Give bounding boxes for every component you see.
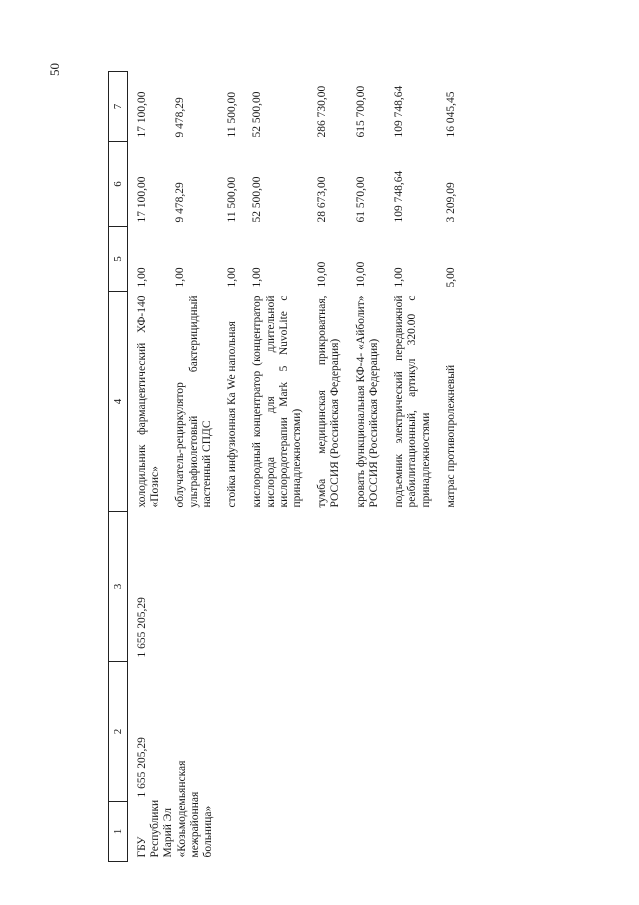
item-sum: 16 045,45 [444, 91, 457, 138]
org-amount-col2: 1 655 205,29 [136, 737, 148, 798]
item-quantity: 1,00 [174, 267, 187, 288]
item-quantity: 5,00 [444, 267, 457, 288]
item-quantity: 10,00 [354, 261, 367, 288]
item-price: 3 209,09 [444, 182, 457, 223]
table-header-row [109, 72, 128, 862]
item-quantity: 1,00 [393, 267, 406, 288]
item-sum: 109 748,64 [393, 85, 406, 138]
item-description: холодильник фармацевтический ХФ-140 «Позис» [136, 295, 162, 508]
organization-name: ГБУ Республики Марий Эл «Козьмодемьянская межрайонная больница» [136, 760, 215, 858]
column-header-3: 3 [109, 512, 128, 662]
item-description: кровать функциональная КФ-4- «Айболит» РОССИЯ (Российская Федерация) [354, 295, 380, 508]
item-price: 11 500,00 [226, 176, 239, 223]
org-amount-col3: 1 655 205,29 [136, 597, 148, 658]
item-price: 109 748,64 [393, 170, 406, 223]
item-description: стойка инфузионная Ка We напольная [226, 321, 239, 508]
item-description: тумба медицинская прикроватная, РОССИЯ (Российская Федерация) [316, 295, 342, 508]
column-header-4: 4 [109, 292, 128, 512]
item-sum: 9 478,29 [174, 97, 187, 138]
rotated-table-sheet [108, 72, 620, 862]
item-description: облучатель-рециркулятор ультрафиолетовый бактерицидный настенный СПДС [174, 295, 213, 508]
column-header-5: 5 [109, 227, 128, 292]
item-description: матрас противопролежневый [444, 364, 457, 508]
item-price: 61 570,00 [354, 176, 367, 223]
item-sum: 52 500,00 [251, 91, 264, 138]
item-quantity: 1,00 [251, 267, 264, 288]
item-sum: 11 500,00 [226, 91, 239, 138]
item-description: кислородный концентратор (концентратор кислорода для длительной кислородотерапии Mark 5 NuvoLite с принадлежностями) [251, 295, 303, 508]
table-row [128, 72, 171, 862]
budget-table [108, 71, 466, 862]
column-header-2: 2 [109, 662, 128, 802]
column-header-6: 6 [109, 142, 128, 227]
item-quantity: 1,00 [136, 267, 148, 288]
item-quantity: 1,00 [226, 267, 239, 288]
column-header-7: 7 [109, 72, 128, 142]
item-price: 28 673,00 [316, 176, 329, 223]
item-sum: 17 100,00 [136, 91, 148, 138]
item-description: подъемник электрический передвижной реабилитационный, артикул 320.00 с принадлежностями [393, 295, 432, 508]
item-price: 9 478,29 [174, 182, 187, 223]
item-price: 52 500,00 [251, 176, 264, 223]
item-sum: 286 730,00 [316, 85, 329, 138]
item-price: 17 100,00 [136, 176, 148, 223]
item-sum: 615 700,00 [354, 85, 367, 138]
page-number: 50 [47, 63, 62, 76]
column-header-1: 1 [109, 802, 128, 862]
item-quantity: 10,00 [316, 261, 329, 288]
